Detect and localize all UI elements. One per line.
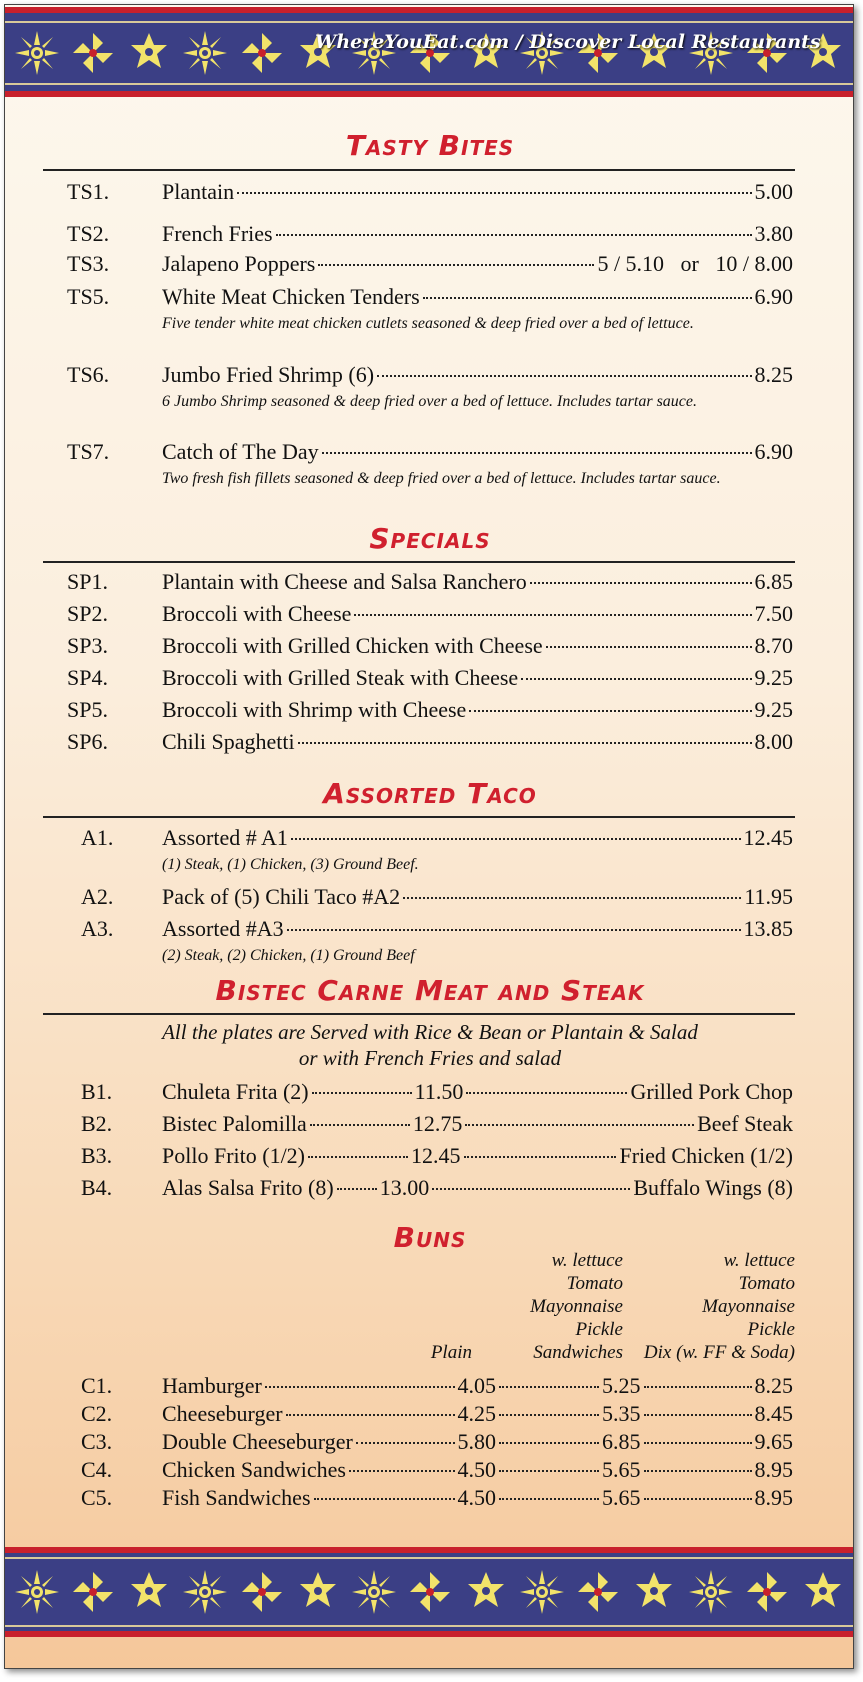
item-name: Fish Sandwiches <box>162 1485 311 1510</box>
pinwheel-motif-icon <box>745 1570 789 1614</box>
item-price-sandwich: 5.25 <box>602 1373 641 1398</box>
item-price: 12.75 <box>412 1111 463 1136</box>
item-english-name: Fried Chicken (1/2) <box>619 1143 793 1168</box>
pinwheel-motif-icon <box>408 1570 452 1614</box>
section-title-specials: Specials <box>369 522 491 555</box>
item-price-plain: 4.05 <box>457 1373 496 1398</box>
item-name: Alas Salsa Frito (8) <box>162 1175 334 1200</box>
item-description: (2) Steak, (2) Chicken, (1) Ground Beef <box>162 947 415 964</box>
item-code: A2. <box>81 884 114 909</box>
pinwheel-motif-icon <box>240 1570 284 1614</box>
item-price-dix: 8.95 <box>754 1457 793 1482</box>
sunburst-motif-icon <box>183 31 227 75</box>
sunburst-motif-icon <box>689 1570 733 1614</box>
section-title-assorted-taco: Assorted Taco <box>323 777 537 810</box>
item-description: Five tender white meat chicken cutlets seasoned & deep fried over a bed of lettuce. <box>162 315 694 332</box>
star-motif-icon <box>127 31 171 75</box>
item-name: Broccoli with Cheese <box>162 601 352 626</box>
column-header-plain: Plain <box>430 1342 472 1363</box>
pinwheel-motif-icon <box>240 31 284 75</box>
item-price-sandwich: 5.65 <box>602 1485 641 1510</box>
pinwheel-motif-icon <box>71 31 115 75</box>
item-description: 6 Jumbo Shrimp seasoned & deep fried over a bed of lettuce. Includes tartar sauce. <box>162 393 697 410</box>
item-name: Chicken Sandwiches <box>162 1457 346 1482</box>
item-price: 9.25 <box>754 665 793 690</box>
item-name: Chili Spaghetti <box>162 729 295 754</box>
item-code: A3. <box>81 916 114 941</box>
section-note: All the plates are Served with Rice & Bean or Plantain & Salad <box>162 1020 698 1044</box>
item-name: Catch of The Day <box>162 439 319 464</box>
star-motif-icon <box>632 1570 676 1614</box>
item-price: 11.50 <box>414 1079 464 1104</box>
pinwheel-motif-icon <box>71 1570 115 1614</box>
item-name: Broccoli with Grilled Chicken with Cheese <box>162 633 543 658</box>
item-code: SP4. <box>67 665 108 690</box>
item-price-plain: 4.50 <box>457 1457 496 1482</box>
item-name: Assorted #A3 <box>162 916 284 941</box>
sunburst-motif-icon <box>183 1570 227 1614</box>
pinwheel-motif-icon <box>576 1570 620 1614</box>
item-code: TS7. <box>67 439 110 464</box>
item-description: Two fresh fish fillets seasoned & deep fried over a bed of lettuce. Includes tartar sauce. <box>162 470 721 487</box>
item-price: 7.50 <box>754 601 793 626</box>
item-price: 12.45 <box>411 1143 461 1168</box>
item-code: SP2. <box>67 601 108 626</box>
section-note: or with French Fries and salad <box>298 1046 562 1070</box>
item-code: TS2. <box>67 221 110 246</box>
item-code: SP6. <box>67 729 108 754</box>
item-price: 8.25 <box>754 362 793 387</box>
column-header-sandwiches: w. lettuce Tomato Mayonnaise Pickle Sandwiches <box>530 1250 623 1363</box>
item-code: C2. <box>81 1401 113 1426</box>
item-code: SP3. <box>67 633 108 658</box>
item-price: 8.00 <box>754 729 793 754</box>
item-price-sandwich: 6.85 <box>602 1429 641 1454</box>
item-name: Broccoli with Grilled Steak with Cheese <box>162 665 519 690</box>
item-name: Pack of (5) Chili Taco #A2 <box>162 884 401 909</box>
item-price: 3.80 <box>754 221 793 246</box>
item-price-dix: 9.65 <box>754 1429 793 1454</box>
sunburst-motif-icon <box>15 1570 59 1614</box>
item-name: Plantain with Cheese and Salsa Ranchero <box>162 569 527 594</box>
item-description: (1) Steak, (1) Chicken, (3) Ground Beef. <box>162 856 419 873</box>
item-name: French Fries <box>162 221 273 246</box>
sunburst-motif-icon <box>352 1570 396 1614</box>
section-rule <box>43 169 795 171</box>
item-name: Pollo Frito (1/2) <box>162 1143 306 1168</box>
item-code: SP5. <box>67 697 108 722</box>
item-code: C3. <box>81 1429 113 1454</box>
item-price-plain: 4.25 <box>457 1401 496 1426</box>
item-price-plain: 4.50 <box>457 1485 496 1510</box>
item-code: TS5. <box>67 284 110 309</box>
item-code: C5. <box>81 1485 113 1510</box>
item-name: Cheeseburger <box>162 1401 283 1426</box>
star-motif-icon <box>127 1570 171 1614</box>
item-price: 9.25 <box>754 697 793 722</box>
menu-page <box>4 4 854 1669</box>
item-price: 13.85 <box>743 916 793 941</box>
watermark-text: WhereYouEat.com / Discover Local Restaurants <box>315 31 821 53</box>
item-price: 6.90 <box>754 284 793 309</box>
item-price-dix: 8.25 <box>754 1373 793 1398</box>
item-code: A1. <box>81 825 114 850</box>
item-code: B1. <box>81 1079 113 1104</box>
item-price: 13.00 <box>379 1175 430 1200</box>
item-price: 5.00 <box>754 179 793 204</box>
item-name: Jumbo Fried Shrimp (6) <box>162 362 375 387</box>
item-name: Broccoli with Shrimp with Cheese <box>162 697 467 722</box>
star-motif-icon <box>801 1570 845 1614</box>
item-name: Chuleta Frita (2) <box>162 1079 309 1104</box>
item-name: Jalapeno Poppers <box>162 251 316 276</box>
section-title-bistec: Bistec Carne Meat and Steak <box>215 974 645 1007</box>
section-rule <box>43 816 795 818</box>
item-code: SP1. <box>67 569 108 594</box>
sunburst-motif-icon <box>15 31 59 75</box>
item-price-sandwich: 5.65 <box>602 1457 641 1482</box>
item-price: 6.85 <box>754 569 793 594</box>
item-english-name: Beef Steak <box>697 1111 793 1136</box>
item-code: B4. <box>81 1175 113 1200</box>
item-price-sandwich: 5.35 <box>602 1401 641 1426</box>
item-name: Hamburger <box>162 1373 262 1398</box>
section-rule <box>43 1013 795 1015</box>
column-header-dix: w. lettuce Tomato Mayonnaise Pickle Dix (w. FF & Soda) <box>643 1250 795 1363</box>
section-rule <box>43 561 795 563</box>
item-english-name: Grilled Pork Chop <box>630 1079 793 1104</box>
item-price: 8.70 <box>754 633 793 658</box>
item-name: Double Cheeseburger <box>162 1429 353 1454</box>
item-price-dix: 8.95 <box>754 1485 793 1510</box>
item-code: C4. <box>81 1457 113 1482</box>
item-code: TS3. <box>67 251 110 276</box>
item-code: C1. <box>81 1373 113 1398</box>
item-price-plain: 5.80 <box>457 1429 496 1454</box>
star-motif-icon <box>296 1570 340 1614</box>
bottom-decorative-band <box>5 1547 854 1637</box>
item-price: 12.45 <box>743 825 793 850</box>
section-title-buns: Buns <box>393 1221 467 1254</box>
item-code: B3. <box>81 1143 113 1168</box>
item-price: 6.90 <box>754 439 793 464</box>
item-price: 11.95 <box>744 884 793 909</box>
item-name: White Meat Chicken Tenders <box>162 284 420 309</box>
section-title-tasty-bites: Tasty Bites <box>345 129 515 162</box>
star-motif-icon <box>464 1570 508 1614</box>
item-code: TS1. <box>67 179 110 204</box>
sunburst-motif-icon <box>520 1570 564 1614</box>
item-english-name: Buffalo Wings (8) <box>633 1175 793 1200</box>
item-price: 5 / 5.10 or 10 / 8.00 <box>597 251 793 276</box>
item-name: Assorted # A1 <box>162 825 288 850</box>
item-code: B2. <box>81 1111 113 1136</box>
item-name: Bistec Palomilla <box>162 1111 307 1136</box>
item-code: TS6. <box>67 362 110 387</box>
item-price-dix: 8.45 <box>754 1401 793 1426</box>
item-name: Plantain <box>162 179 235 204</box>
